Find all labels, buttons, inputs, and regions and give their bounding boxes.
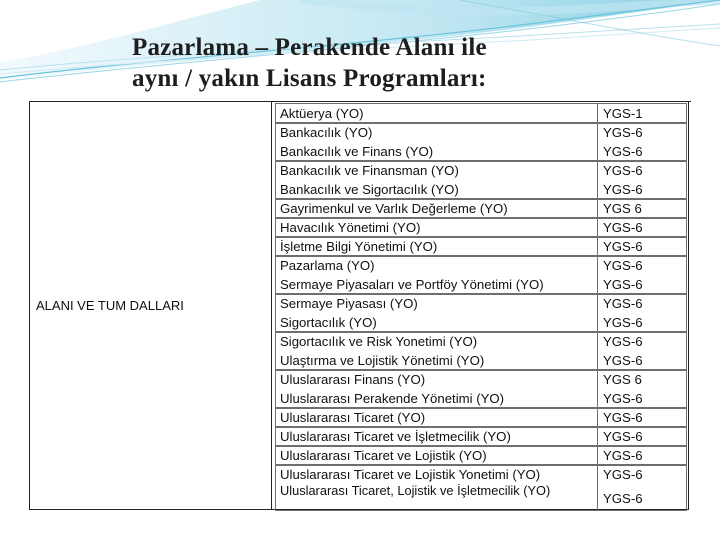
table-row bbox=[276, 294, 686, 313]
program-name: Uluslararası Ticaret ve İşletmecilik (YO) bbox=[276, 427, 598, 446]
program-group bbox=[275, 331, 687, 371]
slide-title bbox=[132, 32, 692, 94]
category-label: ALANI VE TUM DALLARI bbox=[36, 298, 184, 313]
table-row bbox=[276, 427, 686, 446]
table-row bbox=[276, 484, 686, 510]
table-row bbox=[276, 199, 686, 218]
program-name: Bankacılık ve Finansman (YO) bbox=[276, 161, 598, 180]
program-name: Sigortacılık (YO) bbox=[276, 313, 598, 332]
table-row bbox=[276, 218, 686, 237]
table-row bbox=[276, 104, 686, 123]
program-name: İşletme Bilgi Yönetimi (YO) bbox=[276, 237, 598, 256]
table-row bbox=[276, 123, 686, 142]
table-row bbox=[276, 408, 686, 427]
program-name: Ulaştırma ve Lojistik Yönetimi (YO) bbox=[276, 351, 598, 370]
score-type: YGS 6 bbox=[603, 372, 642, 387]
program-group bbox=[275, 198, 687, 219]
program-name: Gayrimenkul ve Varlık Değerleme (YO) bbox=[276, 199, 598, 218]
program-name: Uluslararası Finans (YO) bbox=[276, 370, 598, 389]
score-type: YGS-6 bbox=[603, 467, 643, 482]
score-type: YGS-6 bbox=[603, 296, 643, 311]
programs-table bbox=[29, 101, 689, 510]
table-row bbox=[276, 389, 686, 408]
table-row bbox=[276, 370, 686, 389]
score-type: YGS-6 bbox=[603, 182, 643, 197]
table-row bbox=[276, 161, 686, 180]
program-group bbox=[275, 160, 687, 200]
table-row bbox=[276, 256, 686, 275]
score-type: YGS 6 bbox=[603, 201, 642, 216]
program-name: Uluslararası Ticaret, Lojistik ve İşletmecilik (YO) bbox=[276, 484, 598, 510]
program-name: Bankacılık (YO) bbox=[276, 123, 598, 142]
score-type: YGS-6 bbox=[603, 144, 643, 159]
table-row bbox=[276, 237, 686, 256]
table-row bbox=[276, 275, 686, 294]
program-group bbox=[275, 217, 687, 238]
program-name: Havacılık Yönetimi (YO) bbox=[276, 218, 598, 237]
table-row bbox=[276, 446, 686, 465]
program-group bbox=[275, 426, 687, 447]
slide-title-line-2: aynı / yakın Lisans Programları: bbox=[132, 65, 487, 92]
score-type: YGS-6 bbox=[603, 448, 643, 463]
program-name: Sigortacılık ve Risk Yonetimi (YO) bbox=[276, 332, 598, 351]
score-type: YGS-1 bbox=[603, 106, 643, 121]
program-name: Aktüerya (YO) bbox=[276, 104, 598, 123]
program-group bbox=[275, 122, 687, 162]
program-group bbox=[275, 236, 687, 257]
program-name: Uluslararası Ticaret (YO) bbox=[276, 408, 598, 427]
program-group bbox=[275, 255, 687, 295]
table-row bbox=[276, 180, 686, 199]
table-row bbox=[276, 142, 686, 161]
score-type: YGS-6 bbox=[603, 334, 643, 349]
program-group bbox=[275, 103, 687, 124]
program-name: Bankacılık ve Finans (YO) bbox=[276, 142, 598, 161]
score-type: YGS-6 bbox=[603, 353, 643, 368]
score-type: YGS-6 bbox=[603, 163, 643, 178]
table-row bbox=[276, 351, 686, 370]
score-type: YGS-6 bbox=[603, 429, 643, 444]
score-type: YGS-6 bbox=[603, 277, 643, 292]
program-name: Sermaye Piyasası (YO) bbox=[276, 294, 598, 313]
slide-title-line-1: Pazarlama – Perakende Alanı ile bbox=[132, 34, 487, 61]
program-list bbox=[272, 101, 690, 509]
program-name: Uluslararası Ticaret ve Lojistik Yonetimi (YO) bbox=[276, 465, 598, 484]
program-group bbox=[275, 293, 687, 333]
table-row bbox=[276, 332, 686, 351]
score-type: YGS-6 bbox=[603, 239, 643, 254]
score-type: YGS-6 bbox=[603, 410, 643, 425]
program-group bbox=[275, 464, 687, 511]
score-type: YGS-6 bbox=[603, 491, 643, 506]
program-name: Sermaye Piyasaları ve Portföy Yönetimi (YO) bbox=[276, 275, 598, 294]
score-type: YGS-6 bbox=[603, 125, 643, 140]
program-name: Bankacılık ve Sigortacılık (YO) bbox=[276, 180, 598, 199]
program-group bbox=[275, 445, 687, 466]
program-group bbox=[275, 369, 687, 409]
program-name: Uluslararası Perakende Yönetimi (YO) bbox=[276, 389, 598, 408]
program-name: Pazarlama (YO) bbox=[276, 256, 598, 275]
category-column bbox=[30, 101, 272, 509]
score-type: YGS-6 bbox=[603, 315, 643, 330]
score-type: YGS-6 bbox=[603, 258, 643, 273]
score-type: YGS-6 bbox=[603, 391, 643, 406]
table-row bbox=[276, 465, 686, 484]
program-name: Uluslararası Ticaret ve Lojistik (YO) bbox=[276, 446, 598, 465]
table-row bbox=[276, 313, 686, 332]
score-type: YGS-6 bbox=[603, 220, 643, 235]
program-group bbox=[275, 407, 687, 428]
